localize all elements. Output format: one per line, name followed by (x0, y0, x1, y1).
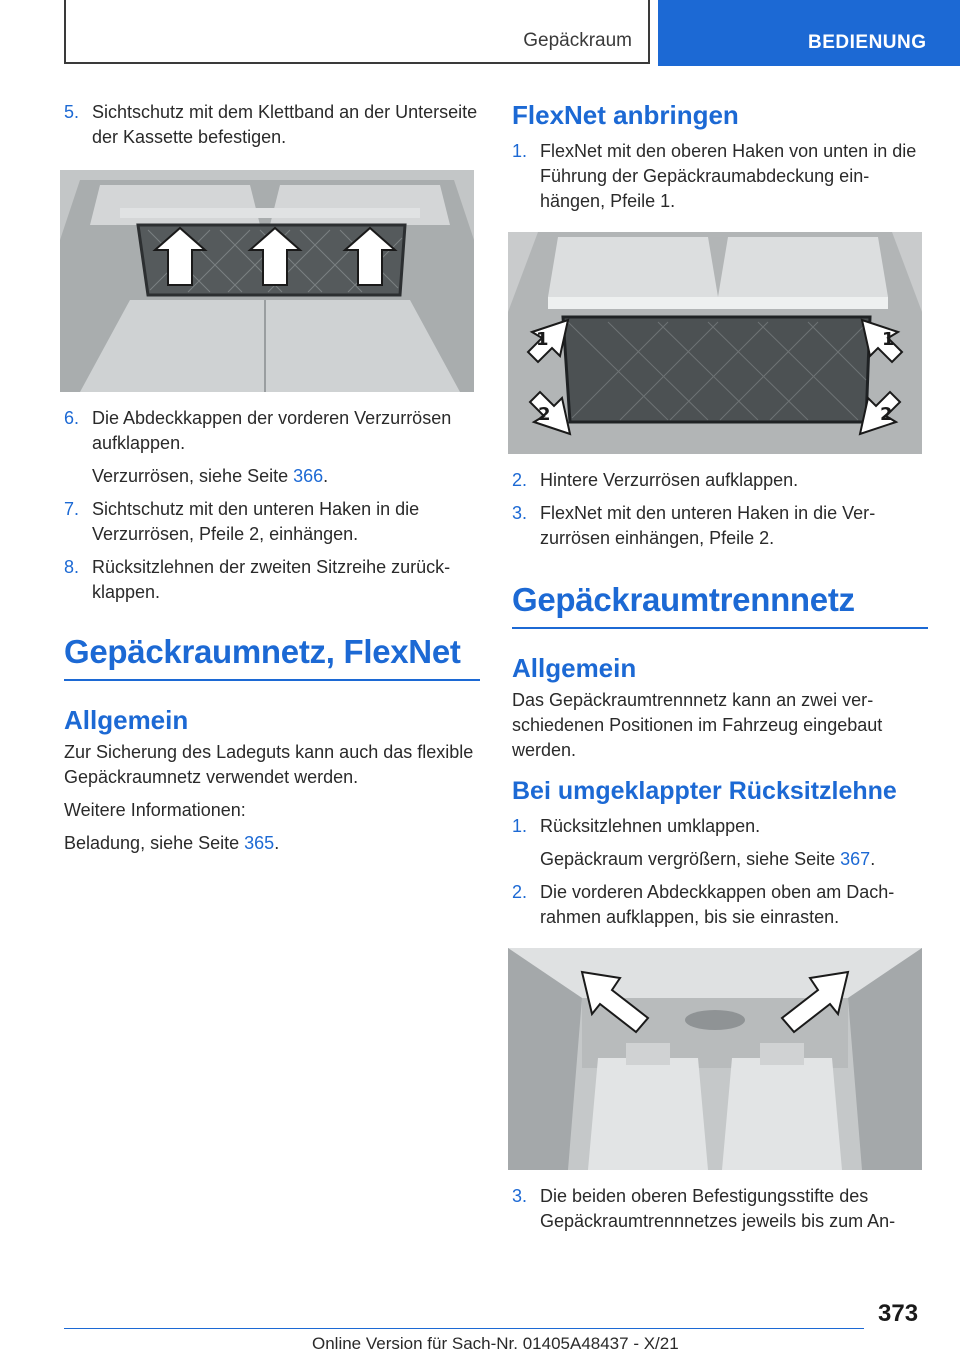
figure-roof-caps (508, 948, 922, 1170)
left-column (64, 100, 480, 856)
heading-trennnetz: Gepäckraumtrennnetz (512, 581, 928, 629)
page-link-367[interactable]: 367 (840, 849, 871, 869)
step-8 (64, 555, 480, 605)
page-number: 373 (878, 1300, 919, 1327)
step-text: Die vorderen Abdeckkappen oben am Dachrahmen aufklappen, bis sie einrasten. (540, 882, 895, 927)
step-text: Hintere Verzurrösen aufklappen. (540, 470, 799, 490)
step-number: 7. (64, 499, 80, 519)
reference-text: Beladung, siehe Seite (64, 833, 245, 853)
page-link-366[interactable]: 366 (293, 466, 324, 486)
step-text: Die beiden oberen Befestigungsstifte des Gepäckraumtrennnetzes jeweils bis zum An- (540, 1186, 896, 1231)
reference-text: Gepäckraum vergrößern, siehe Seite (540, 849, 841, 869)
step-text: FlexNet mit den oberen Haken von unten in die Führung der Gepäckraumabdeckung einhängen, Pfeile 1. (540, 141, 917, 211)
heading-flexnet-anbringen: FlexNet anbringen (512, 100, 739, 130)
figure-flexnet-drawing (508, 232, 922, 454)
paragraph-trennnetz-intro: Das Gepäckraumtrennnetz kann an zwei verschiedenen Positionen im Fahrzeug eingebaut werden. (512, 690, 883, 760)
paragraph-reference (64, 831, 480, 856)
step-5 (64, 100, 480, 150)
figure-label: 1 (536, 329, 549, 350)
heading-umgeklappt: Bei umgeklappter Rücksitzlehne (512, 777, 897, 805)
step-3 (512, 501, 928, 551)
step-b3 (512, 1184, 928, 1234)
reference-end: . (323, 466, 329, 486)
header-section-box (64, 0, 650, 64)
figure-flexnet-mounting (508, 232, 922, 454)
step-number: 1. (512, 141, 528, 161)
header-chapter-title: BEDIENUNG (808, 32, 927, 53)
step-text: Die Abdeckkappen der vorderen Verzurrösen aufklappen. (92, 408, 452, 453)
step-number: 3. (512, 1186, 528, 1206)
step-7 (64, 497, 480, 547)
reference-end: . (870, 849, 876, 869)
step-text: Sichtschutz mit dem Klettband an der Unterseite der Kassette befestigen. (92, 102, 478, 147)
heading-allgemein-2: Allgemein (512, 653, 637, 683)
step-b2 (512, 880, 928, 930)
figure-label: 1 (882, 329, 895, 350)
step-1 (512, 139, 928, 214)
header-section-title: Gepäckraum (523, 30, 632, 51)
step-text: Sichtschutz mit den unteren Haken in die Verzurrösen, Pfeile 2, einhängen. (92, 499, 420, 544)
footer-divider (64, 1328, 864, 1329)
figure-privacy-screen (60, 170, 474, 392)
figure-privacy-screen-drawing (60, 170, 474, 392)
step-number: 1. (512, 816, 528, 836)
paragraph-more-info: Weitere Informationen: (64, 800, 246, 820)
step-6 (64, 406, 480, 456)
step-number: 3. (512, 503, 528, 523)
step-2 (512, 468, 928, 493)
figure-label: 2 (880, 404, 893, 425)
right-column (512, 100, 928, 1234)
paragraph-intro: Zur Sicherung des Ladeguts kann auch das flexible Gepäckraumnetz verwendet werden. (64, 742, 474, 787)
heading-flexnet: Gepäckraumnetz, FlexNet (64, 633, 480, 681)
step-number: 6. (64, 408, 80, 428)
reference-text: Verzurrösen, siehe Seite (92, 466, 294, 486)
step-number: 8. (64, 557, 80, 577)
figure-roof-caps-drawing (508, 948, 922, 1170)
step-text: FlexNet mit den unteren Haken in die Verzurrösen einhängen, Pfeile 2. (540, 503, 876, 548)
step-number: 2. (512, 470, 528, 490)
step-text: Rücksitzlehnen der zweiten Sitzreihe zurückklappen. (92, 557, 451, 602)
step-text: Rücksitzlehnen umklappen. (540, 816, 761, 836)
heading-allgemein: Allgemein (64, 705, 189, 735)
page-link-365[interactable]: 365 (244, 833, 275, 853)
step-6-reference (64, 464, 480, 489)
step-b1-reference (512, 847, 928, 872)
step-number: 5. (64, 102, 80, 122)
step-b1 (512, 814, 928, 839)
step-number: 2. (512, 882, 528, 902)
header-chapter-tab (658, 0, 960, 66)
footer-version-text: Online Version für Sach-Nr. 01405A48437 - X/21 (312, 1334, 679, 1353)
figure-label: 2 (538, 404, 551, 425)
reference-end: . (274, 833, 280, 853)
